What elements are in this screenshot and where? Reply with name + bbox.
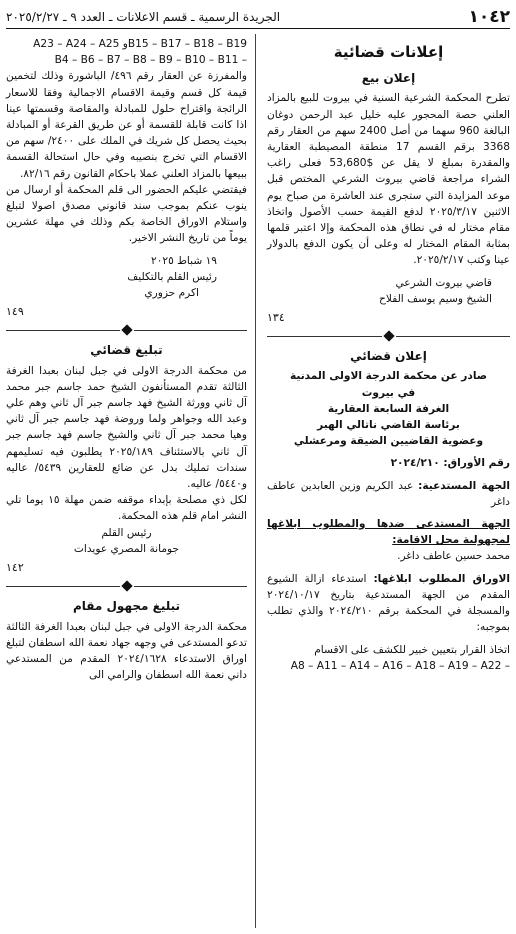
continuation-body: والمفرزة عن العقار رقم ٤٩٦/ الباشورة وذلك لتخمين قيمة كل قسم وقيمة الاقسام الاجمالية وفقا للاسعار الرائجة واقتراح حلول للمبادلة والمقاصة وقسمتها عينا اذا كانت قابلة للقسمة أو عن طريق القرعة أو المبادلة بحيث يحصل كل شريك في الملك على ٢٤٠٠/ سهم من الاقسام التي تخرج بنصيبه وفي حال استحالة القسمة ببيعها بالمزاد العلني عملا باحكام القانون رقم ٨٢/١٦. [6, 70, 247, 180]
notice3-number: ١٤٢ [6, 561, 24, 575]
notice1-title: إعلان بيع [361, 71, 416, 86]
notice3-title: تبليغ قضائي [90, 343, 163, 358]
notice3-signature-title: رئيس القلم [101, 526, 152, 539]
notice2-defendant-label: الجهة المستدعى ضدها والمطلوب ابلاغها لمجهولية محل الاقامة: [267, 518, 510, 547]
notice2-issuer-line1: صادر عن محكمة الدرجة الاولى المدنية [289, 370, 488, 383]
notice3-signature-name: جومانة المصري عويدات [73, 542, 180, 555]
header-title: الجريدة الرسمية ـ قسم الاعلانات ـ العدد ٩ ـ ٢٠٢٥/٢/٢٧ [6, 10, 281, 24]
plaintiffs-names: عبد الكريم وزين العابدين عاطف داغر [267, 479, 510, 508]
continuation-number: ١٤٩ [6, 305, 24, 319]
notice2-issuer-line4: برئاسة القاضي ناتالي الهبر [317, 419, 460, 432]
notice3-body: من محكمة الدرجة الاولى في جبل لبنان بعبدا الغرفة الثالثة تقدم المستأنفون الشيخ حمد جاسم جبر محمد آل ثاني وورثة الشيخ فهد جاسم جبر آل ثاني وهم علي وعبد الله وجواهر ولما وروضة فهد جاسم جبر آل ثاني وهيا محمد جبر آل ثاني والشيخ جاسم فهد جاسم جبر آل ثاني بالاستئناف ٢٠٢٥/١٨٩ يطلبون فيه تسليمهم سندات تمليك بدل عن ضائع للعقارين ٥٤٣٩/ عاليه و٥٤٤٠/ عاليه. [6, 364, 247, 491]
notice4-title: تبليغ مجهول مقام [72, 599, 181, 614]
notice2-request: اتخاذ القرار بتعيين خبير للكشف على الاقسام [314, 643, 510, 656]
notice2-defendant: محمد حسين عاطف داغر. [397, 550, 510, 563]
section-title: إعلانات قضائية [333, 43, 444, 61]
notice2-issuer-line5: وعضوية القاضيين الضيقة ومرعشلي [293, 435, 484, 448]
page-number: ١٠٤٢ [468, 7, 510, 27]
notice2-issuer-line2: في بيروت [361, 386, 416, 399]
papers-label: الاوراق المطلوب ابلاغها: [373, 572, 510, 585]
lots-line2: B4 – B6 – B7 – B8 – B9 – B10 – B11 – [54, 54, 247, 67]
notice2-title: إعلان قضائي [350, 349, 427, 364]
continuation-date: ١٩ شباط ٢٠٢٥ [151, 254, 217, 267]
separator-ornament [6, 324, 247, 336]
page-header [6, 6, 510, 29]
notice1-signature-name: الشيخ وسيم يوسف الفلاح [379, 292, 492, 305]
column-divider [255, 34, 256, 928]
separator-ornament [267, 330, 510, 342]
notice2-issuer-line3: الغرفة السابعة العقارية [327, 402, 450, 415]
notice2-lots: A8 – A11 – A14 – A16 – A18 – A19 – A22 – [290, 659, 510, 672]
plaintiffs-label: الجهة المستدعية: [418, 479, 510, 492]
lots-line1: A23 – A24 – A25 وB15 – B17 – B18 – B19 [33, 38, 247, 50]
left-column [6, 36, 247, 683]
continuation-signature-title: رئيس القلم بالتكليف [127, 270, 217, 283]
separator-ornament [6, 580, 247, 592]
notice2-plaintiffs [267, 478, 510, 510]
notice1-body: تطرح المحكمة الشرعية السنية في بيروت للبيع بالمزاد العلني حصة المحجور عليه خليل عبد الرحمن دوغان البالغة 960 سهما من أصل 2400 سهم من العقار رقم 3368 برقم القسم 17 منطقة المصيطبة العقارية والمقدرة بمبلغ لا يقل عن $53,680 فعلى راغب الشراء مراجعة قاضي بيروت الشرعي المختص قبل موعد المزايدة التي ستجرى عند العاشرة من صباح يوم الاثنين ٢٠٢٥/٣/١٧ لدفع القيمة حسب الأصول واتخاذ مقام مختار له في نطاق هذه المحكمة وإلا اعتبر قلمها بمثابة المقام المختار له وعلى أن يكون الدفع بالدولار عينا وكتب ٢٠٢٥/٢/١٧. [267, 92, 511, 267]
notice1-number: ١٣٤ [267, 311, 285, 325]
notice2-file-number: رقم الأوراق: ٢٠٢٤/٢١٠ [390, 457, 510, 470]
continuation-signature-name: اكرم حزوري [144, 287, 199, 300]
papers-text: استدعاء ازالة الشيوع المقدم من الجهة المستدعية بتاريخ ٢٠٢٤/١٠/١٧ والمسجلة في المحكمة برقم ٢٠٢٤/٢١٠ والذي تطلب بموجبه: [267, 572, 510, 634]
notice4-body: محكمة الدرجة الاولى في جبل لبنان بعبدا الغرفة الثالثة تدعو المستدعى في وجهه جهاد نعمة الله اسطفان لتبلغ اوراق الاستدعاء ٢٠٢٤/١٦٢٨ المقدم من المستدعي داني نعمة الله اسطفان والرامي الى [6, 620, 247, 682]
right-column [267, 36, 510, 674]
continuation-body2: فيقتضي عليكم الحضور الى قلم المحكمة أو ارسال من ينوب عنكم بموجب سند قانوني مصدق اصولا لتبلغ واستلام الاوراق الخاصة بكم وذلك في مهلة عشرين يوماً من تاريخ النشر الاخير. [6, 183, 247, 245]
notice3-body2: لكل ذي مصلحة بإبداء موقفه ضمن مهلة ١٥ يوما تلي النشر امام قلم هذه المحكمة. [6, 494, 247, 523]
notice2-papers [267, 571, 510, 636]
notice1-signature-title: قاضي بيروت الشرعي [395, 276, 492, 289]
